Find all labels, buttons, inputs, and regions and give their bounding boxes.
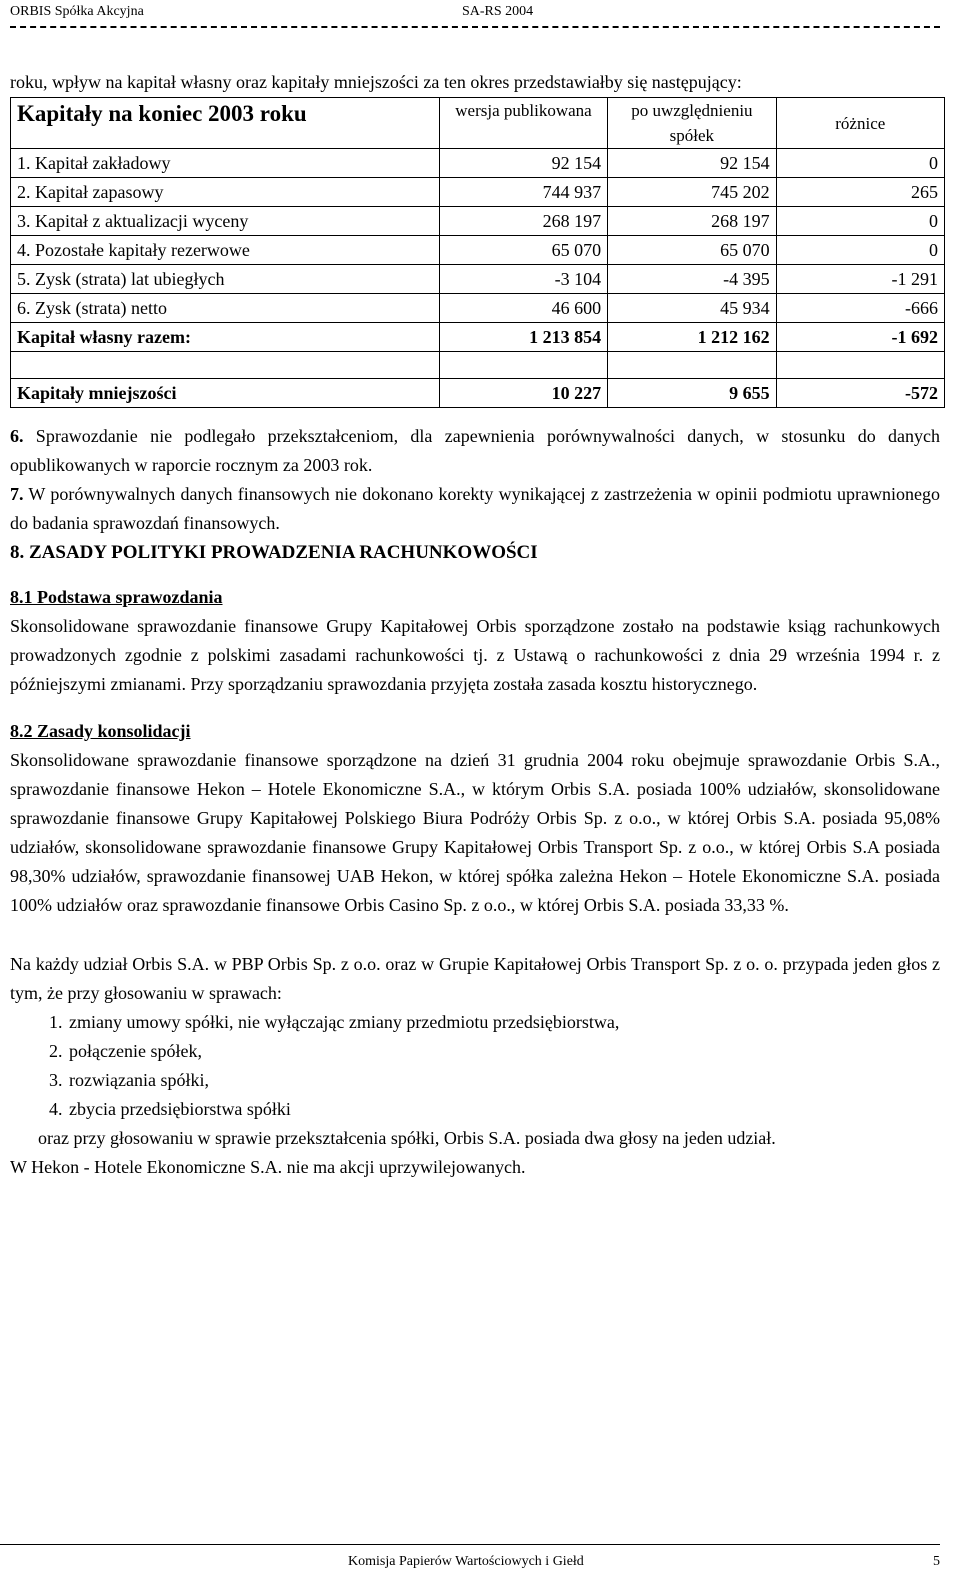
after-list-paragraph: oraz przy głosowaniu w sprawie przekształcenia spółki, Orbis S.A. posiada dwa głosy na jeden udział. <box>38 1128 776 1148</box>
value-adjusted: 45 934 <box>608 294 776 323</box>
minority-row <box>11 379 945 408</box>
minority-difference: -572 <box>776 379 944 408</box>
list-item: 3. rozwiązania spółki, <box>67 1066 940 1095</box>
row-label: 6. Zysk (strata) netto <box>11 294 440 323</box>
table-row <box>11 294 945 323</box>
row-label: 3. Kapitał z aktualizacji wyceny <box>11 207 440 236</box>
footer-text: Komisja Papierów Wartościowych i Giełd <box>348 1554 584 1569</box>
company-name: ORBIS Spółka Akcyjna <box>10 4 144 19</box>
page-header <box>10 4 940 26</box>
total-row <box>11 323 945 352</box>
votes-paragraph: Na każdy udział Orbis S.A. w PBP Orbis Sp. z o.o. oraz w Grupie Kapitałowej Orbis Transport Sp. z o. o. przypada jeden głos z tym, że przy głosowaniu w sprawach: <box>10 954 940 1003</box>
value-difference: 265 <box>776 178 944 207</box>
section-8-1 <box>10 583 940 699</box>
table-row <box>11 178 945 207</box>
section-8-1-text: Skonsolidowane sprawozdanie finansowe Grupy Kapitałowej Orbis sporządzone zostało na podstawie ksiąg rachunkowych prowadzonych zgodnie z polskimi zasadami rachunkowości tj. z Ustawą o rachunkowości z dnia 29 września 1994 r. z późniejszymi zmianami. Przy sporządzaniu sprawozdania przyjęta została zasada kosztu historycznego. <box>10 616 940 694</box>
value-difference: 0 <box>776 149 944 178</box>
section-8-2 <box>10 717 940 920</box>
empty-row <box>11 352 945 379</box>
minority-adjusted: 9 655 <box>608 379 776 408</box>
table-row <box>11 236 945 265</box>
value-published: -3 104 <box>439 265 607 294</box>
section-7-number: 7. <box>10 484 24 504</box>
document-body <box>10 68 940 1182</box>
table-row <box>11 265 945 294</box>
section-7 <box>10 480 940 538</box>
table-row <box>11 207 945 236</box>
value-published: 65 070 <box>439 236 607 265</box>
row-label: 5. Zysk (strata) lat ubiegłych <box>11 265 440 294</box>
value-adjusted: 745 202 <box>608 178 776 207</box>
total-published: 1 213 854 <box>439 323 607 352</box>
table-row <box>11 149 945 178</box>
section-8-heading: 8. ZASADY POLITYKI PROWADZENIA RACHUNKOWOŚCI <box>10 542 538 563</box>
total-label: Kapitał własny razem: <box>11 323 440 352</box>
value-published: 268 197 <box>439 207 607 236</box>
total-adjusted: 1 212 162 <box>608 323 776 352</box>
value-adjusted: 268 197 <box>608 207 776 236</box>
value-difference: -1 291 <box>776 265 944 294</box>
value-adjusted: 92 154 <box>608 149 776 178</box>
section-6-text: Sprawozdanie nie podlegało przekształceniom, dla zapewnienia porównywalności danych, w stosunku do danych opublikowanych w raporcie rocznym za 2003 rok. <box>10 426 940 475</box>
row-label: 4. Pozostałe kapitały rezerwowe <box>11 236 440 265</box>
value-published: 744 937 <box>439 178 607 207</box>
report-code: SA-RS 2004 <box>462 4 534 19</box>
page-number: 5 <box>933 1554 940 1569</box>
value-adjusted: 65 070 <box>608 236 776 265</box>
section-7-text: W porównywalnych danych finansowych nie dokonano korekty wynikającej z zastrzeżenia w opinii podmiotu uprawnionego do badania sprawozdań finansowych. <box>10 484 940 533</box>
row-label: 1. Kapitał zakładowy <box>11 149 440 178</box>
value-difference: 0 <box>776 207 944 236</box>
value-published: 46 600 <box>439 294 607 323</box>
total-difference: -1 692 <box>776 323 944 352</box>
section-6 <box>10 422 940 480</box>
list-item: 1. zmiany umowy spółki, nie wyłączając zmiany przedmiotu przedsiębiorstwa, <box>67 1008 940 1037</box>
table-header-row <box>11 98 945 149</box>
list-item: 2. połączenie spółek, <box>67 1037 940 1066</box>
hekon-note: W Hekon - Hotele Ekonomiczne S.A. nie ma akcji uprzywilejowanych. <box>10 1157 526 1177</box>
minority-published: 10 227 <box>439 379 607 408</box>
value-difference: -666 <box>776 294 944 323</box>
table-title: Kapitały na koniec 2003 roku <box>11 98 440 149</box>
section-6-number: 6. <box>10 426 24 446</box>
intro-paragraph: roku, wpływ na kapitał własny oraz kapitały mniejszości za ten okres przedstawiałby się następujący: <box>10 72 742 92</box>
col-header-difference: różnice <box>776 98 944 149</box>
col-header-adjusted: po uwzględnieniu spółek <box>608 98 776 149</box>
page-footer <box>0 1544 940 1574</box>
list-item: 4. zbycia przedsiębiorstwa spółki <box>67 1095 940 1124</box>
col-header-published: wersja publikowana <box>439 98 607 149</box>
capital-table <box>10 97 945 408</box>
section-8-2-text: Skonsolidowane sprawozdanie finansowe sporządzone na dzień 31 grudnia 2004 roku obejmuje sprawozdanie Orbis S.A., sprawozdanie finansowe Hekon – Hotele Ekonomiczne S.A., w którym Orbis S.A. posiada 100% udziałów, skonsolidowane sprawozdanie finansowe Grupy Kapitałowej Polskiego Biura Podróży Orbis Sp. z o.o., w której Orbis S.A. posiada 95,08% udziałów, skonsolidowane sprawozdanie finansowe Grupy Kapitałowej Orbis Transport Sp. z o.o., w której Orbis S.A posiada 98,30% udziałów, sprawozdanie finansowej UAB Hekon, w której spółka zależna Hekon – Hotele Ekonomiczne S.A. posiada 100% udziałów oraz sprawozdanie finansowe Orbis Casino Sp. z o.o., w której Orbis S.A. posiada 33,33 %. <box>10 750 940 915</box>
value-adjusted: -4 395 <box>608 265 776 294</box>
section-8-1-title: 8.1 Podstawa sprawozdania <box>10 587 223 607</box>
footer-divider <box>0 1544 940 1545</box>
row-label: 2. Kapitał zapasowy <box>11 178 440 207</box>
value-difference: 0 <box>776 236 944 265</box>
value-published: 92 154 <box>439 149 607 178</box>
header-divider <box>10 26 940 28</box>
votes-list <box>10 1008 940 1124</box>
section-8-2-title: 8.2 Zasady konsolidacji <box>10 721 191 741</box>
minority-label: Kapitały mniejszości <box>11 379 440 408</box>
